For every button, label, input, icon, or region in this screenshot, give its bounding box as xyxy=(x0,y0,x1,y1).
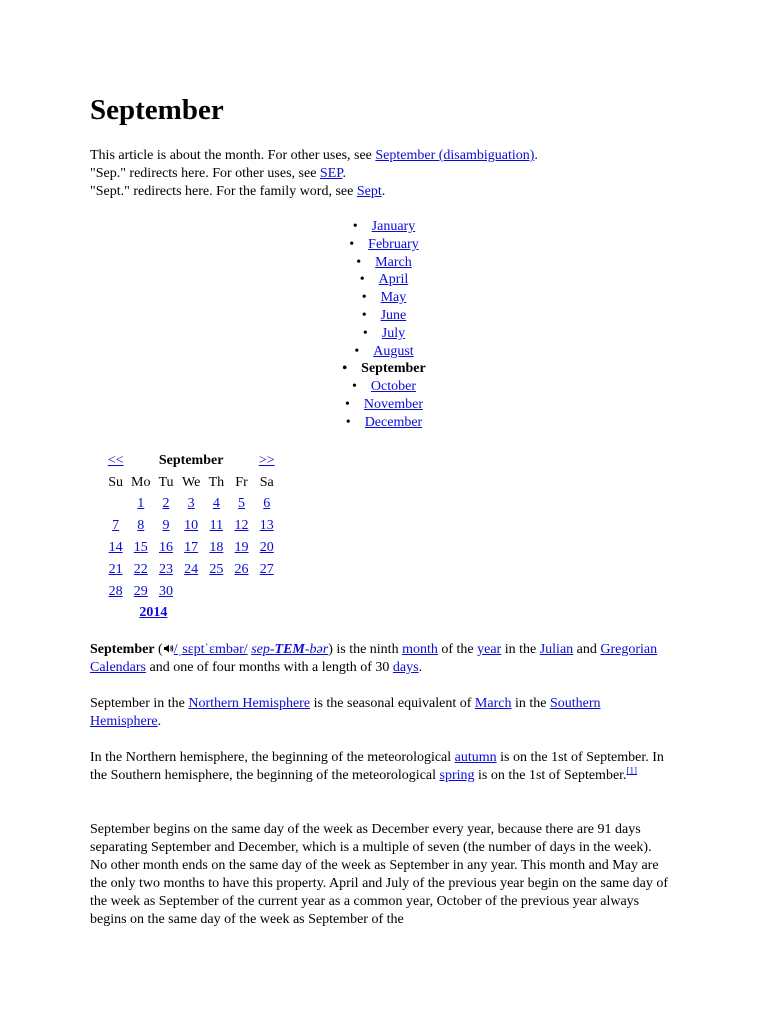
calendar-cell xyxy=(204,494,229,516)
weekday-label: Sa xyxy=(259,474,274,490)
year-article-link[interactable]: year xyxy=(477,642,502,657)
calendar-day-link[interactable]: 28 xyxy=(108,583,123,599)
calendar-cell xyxy=(204,515,229,537)
calendar-cell xyxy=(153,537,178,559)
calendar-day-link[interactable]: 3 xyxy=(187,496,195,512)
calendar-cell xyxy=(153,515,178,537)
calendar-cell xyxy=(229,515,254,537)
calendar-day-link[interactable]: 24 xyxy=(184,561,199,577)
month-link-april[interactable]: April xyxy=(378,272,409,288)
calendar-day-link[interactable]: 5 xyxy=(238,496,246,512)
calendar-day-link[interactable]: 2 xyxy=(162,496,170,512)
calendar-day-link[interactable]: 10 xyxy=(184,518,199,534)
weekday-label: Fr xyxy=(235,474,248,490)
calendar-cell xyxy=(153,559,178,581)
weekday-label: Th xyxy=(208,474,225,490)
month-item: • March xyxy=(356,254,412,270)
calendar-day-link[interactable]: 25 xyxy=(209,561,224,577)
calendar-cell xyxy=(204,603,280,625)
month-item: • April xyxy=(359,272,409,288)
calendar-cell xyxy=(153,581,178,603)
calendar-day-link[interactable]: 29 xyxy=(133,583,148,599)
calendar-month-title: September xyxy=(158,452,224,468)
term-september: September xyxy=(90,642,155,657)
gregorian-link[interactable]: Gregorian Calendars xyxy=(90,642,658,675)
calendar-day-link[interactable]: 18 xyxy=(209,540,224,556)
month-link-june[interactable]: June xyxy=(380,307,407,323)
calendar-cell xyxy=(179,537,204,559)
calendar-week-row xyxy=(103,537,279,559)
calendar-cell xyxy=(229,581,254,603)
month-item: • November xyxy=(345,396,423,412)
calendar-cell xyxy=(204,559,229,581)
spring-link[interactable]: spring xyxy=(439,768,475,783)
ipa-link[interactable]: /ˌsɛptˈɛmbər/ xyxy=(173,642,248,657)
calendar-day-link[interactable]: 15 xyxy=(133,540,148,556)
weekday-label: We xyxy=(182,474,201,490)
calendar-cell xyxy=(103,450,128,472)
month-item: • May xyxy=(361,290,407,306)
calendar-cell xyxy=(229,494,254,516)
reference-link[interactable]: [1] xyxy=(626,765,638,776)
calendar-day-link[interactable]: 23 xyxy=(158,561,173,577)
month-item: • August xyxy=(354,343,414,359)
calendar-day-link[interactable]: 20 xyxy=(259,540,274,556)
calendar-year-row xyxy=(103,603,279,625)
calendar-cell xyxy=(103,603,204,625)
hatnote: "Sept." redirects here. For the family word, see Sept. xyxy=(90,184,386,199)
month-item: • October xyxy=(352,379,416,395)
next-month-link[interactable]: >> xyxy=(258,452,275,468)
year-link[interactable]: 2014 xyxy=(139,605,168,621)
calendar-cell xyxy=(128,559,153,581)
calendar-day-link[interactable]: 13 xyxy=(259,518,274,534)
month-link-march[interactable]: March xyxy=(375,254,412,270)
march-link[interactable]: March xyxy=(474,696,512,711)
month-item: • January xyxy=(352,219,416,234)
weekday-label: Su xyxy=(108,474,123,490)
calendar-day-link[interactable]: 22 xyxy=(133,561,148,577)
month-link-january[interactable]: January xyxy=(371,219,416,234)
hemisphere-paragraph: September in the Northern Hemisphere is the seasonal equivalent of March in the Southern Hemisphere. xyxy=(90,696,601,729)
speaker-icon[interactable] xyxy=(163,643,174,654)
calendar-week-row xyxy=(103,494,279,516)
month-item: • June xyxy=(361,307,407,323)
calendar-cell xyxy=(128,515,153,537)
month-item-current: • September xyxy=(342,361,426,377)
calendar-day-link[interactable]: 16 xyxy=(158,540,173,556)
disambiguation-link[interactable]: September (disambiguation) xyxy=(375,148,535,163)
calendar-cell xyxy=(254,559,279,581)
calendar-cell xyxy=(179,515,204,537)
month-link-november[interactable]: November xyxy=(363,396,423,412)
calendar-day-link[interactable]: 4 xyxy=(212,496,220,512)
southern-hemisphere-link[interactable]: Southern Hemisphere xyxy=(90,696,601,729)
calendar-week-row xyxy=(103,581,279,603)
intro-paragraph: September ( /ˌsɛptˈɛmbər/ sep-TEM-bər) is the ninth month of the year in the Julian and Gregorian Calendars and one of four months with a length of 30 days. xyxy=(90,642,658,675)
calendar-cell xyxy=(254,515,279,537)
northern-hemisphere-link[interactable]: Northern Hemisphere xyxy=(188,696,311,711)
calendar-day-link[interactable]: 30 xyxy=(158,583,173,599)
calendar-cell xyxy=(103,494,128,516)
calendar-day-link[interactable]: 12 xyxy=(234,518,249,534)
calendar-cell xyxy=(179,494,204,516)
sept-link[interactable]: Sept xyxy=(356,184,382,199)
weekday-label: Tu xyxy=(158,474,174,490)
month-link-december[interactable]: December xyxy=(364,414,423,430)
julian-link[interactable]: Julian xyxy=(539,642,574,657)
month-link[interactable]: month xyxy=(402,642,438,657)
calendar-cell xyxy=(254,581,279,603)
calendar-day-link[interactable]: 9 xyxy=(162,518,170,534)
calendar-cell xyxy=(128,537,153,559)
calendar-cell xyxy=(103,515,128,537)
weekday-label: Mo xyxy=(131,474,151,490)
prev-month-link[interactable]: << xyxy=(107,452,124,468)
calendar-cell xyxy=(204,537,229,559)
calendar-header-row xyxy=(103,450,279,472)
calendar-cell xyxy=(128,581,153,603)
calendar-day-link[interactable]: 27 xyxy=(259,561,274,577)
respelling-link[interactable]: sep-TEM-bər xyxy=(251,642,329,657)
month-item: • July xyxy=(362,325,406,341)
sep-link[interactable]: SEP xyxy=(319,166,343,181)
calendar-cell xyxy=(103,537,128,559)
calendar-day-link[interactable]: 8 xyxy=(137,518,145,534)
month-link-october[interactable]: October xyxy=(370,379,416,395)
month-link-may[interactable]: May xyxy=(380,290,407,306)
month-navigation xyxy=(0,218,768,432)
calendar-cell xyxy=(254,537,279,559)
calendar-weekday-row xyxy=(103,472,279,494)
calendar-week-row xyxy=(103,559,279,581)
calendar-cell xyxy=(128,494,153,516)
calendar-cell xyxy=(153,494,178,516)
calendar-day-link[interactable]: 14 xyxy=(108,540,123,556)
hatnotes xyxy=(90,147,538,201)
calendar-cell xyxy=(179,559,204,581)
calendar-cell xyxy=(103,581,128,603)
calendar-week-row xyxy=(103,515,279,537)
month-item: • February xyxy=(349,236,419,252)
weekday-paragraph: September begins on the same day of the week as December every year, because there are 91 days separating September and December, which is a multiple of seven (the number of days in the week). No other month ends on the same day of the week as September in any year. This month and May are the only two months to have this property. April and July of the previous year begin on the same day of the week as September of the current year as a common year, October of the previous year always begins on the same day of the week as September of the xyxy=(90,822,669,927)
current-month-label: September xyxy=(361,361,426,377)
season-paragraph: In the Northern hemisphere, the beginning of the meteorological autumn is on the 1st of September. In the Southern hemisphere, the beginning of the meteorological spring is on the 1st of September.[1] xyxy=(90,750,664,783)
calendar-day-link[interactable]: 6 xyxy=(263,496,271,512)
calendar-cell xyxy=(229,537,254,559)
month-link-august[interactable]: August xyxy=(373,343,414,359)
month-link-july[interactable]: July xyxy=(381,325,406,341)
calendar-cell xyxy=(254,494,279,516)
calendar-cell xyxy=(103,559,128,581)
calendar-day-link[interactable]: 11 xyxy=(209,518,224,534)
calendar-day-link[interactable]: 7 xyxy=(112,518,120,534)
autumn-link[interactable]: autumn xyxy=(454,750,497,765)
calendar-day-link[interactable]: 21 xyxy=(108,561,123,577)
month-calendar xyxy=(103,450,279,624)
days-link[interactable]: days xyxy=(392,660,419,675)
calendar-cell xyxy=(179,581,204,603)
hatnote: This article is about the month. For other uses, see September (disambiguation). xyxy=(90,148,538,163)
month-link-february[interactable]: February xyxy=(368,236,419,252)
calendar-cell xyxy=(229,559,254,581)
month-item: • December xyxy=(345,414,423,430)
calendar-day-link[interactable]: 17 xyxy=(184,540,199,556)
calendar-day-link[interactable]: 26 xyxy=(234,561,249,577)
calendar-day-link[interactable]: 1 xyxy=(137,496,145,512)
calendar-cell xyxy=(204,581,229,603)
hatnote: "Sep." redirects here. For other uses, see SEP. xyxy=(90,166,346,181)
calendar-cell xyxy=(254,450,279,472)
page-title: September xyxy=(90,94,224,126)
calendar-day-link[interactable]: 19 xyxy=(234,540,249,556)
